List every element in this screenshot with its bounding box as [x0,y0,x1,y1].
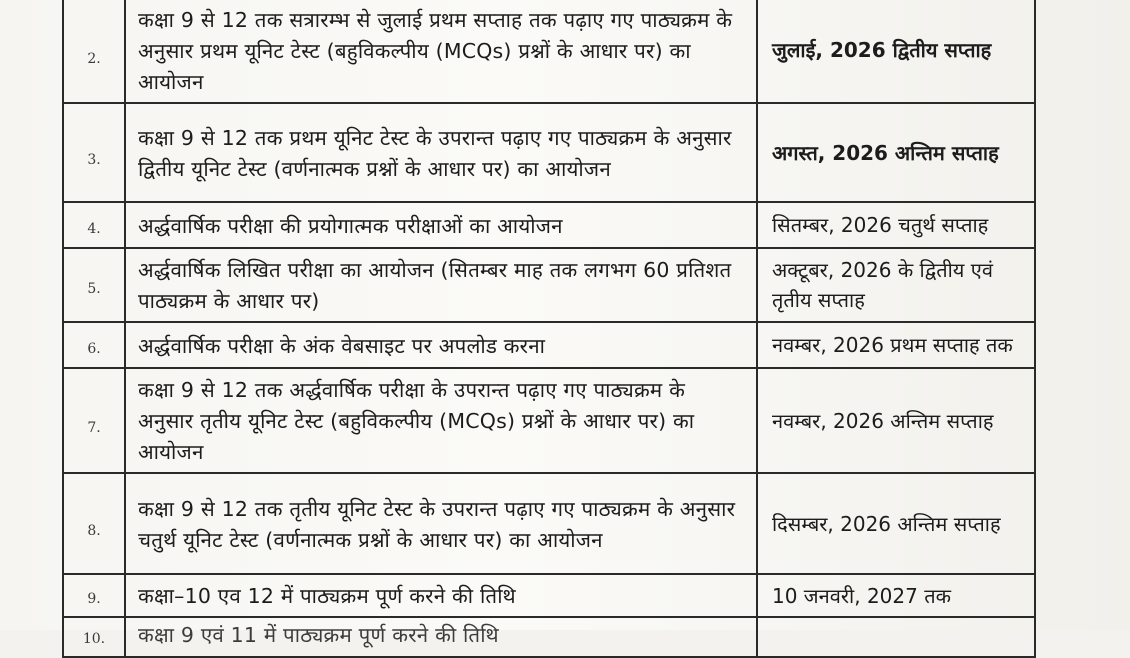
activity-cell: अर्द्धवार्षिक परीक्षा के अंक वेबसाइट पर अपलोड करना [125,322,757,368]
table-row [63,103,1035,202]
date-cell: नवम्बर, 2026 प्रथम सप्ताह तक [757,322,1035,368]
table-row [63,473,1035,574]
activity-cell: कक्षा 9 एवं 11 में पाठ्यक्रम पूर्ण करने की तिथि [125,617,757,657]
activity-cell: कक्षा–10 एव 12 में पाठ्यक्रम पूर्ण करने की तिथि [125,574,757,617]
date-cell: नवम्बर, 2026 अन्तिम सप्ताह [757,368,1035,473]
activity-cell: अर्द्धवार्षिक लिखित परीक्षा का आयोजन (सितम्बर माह तक लगभग 60 प्रतिशत पाठ्यक्रम के आधार पर) [125,248,757,322]
activity-cell: अर्द्धवार्षिक परीक्षा की प्रयोगात्मक परीक्षाओं का आयोजन [125,202,757,248]
row-number: 4. [63,202,125,248]
row-number: 6. [63,322,125,368]
row-number: 7. [63,368,125,473]
date-cell: दिसम्बर, 2026 अन्तिम सप्ताह [757,473,1035,574]
activity-cell: कक्षा 9 से 12 तक तृतीय यूनिट टेस्ट के उपरान्त पढ़ाए गए पाठ्यक्रम के अनुसार चतुर्थ यूनिट टेस्ट (वर्णनात्मक प्रश्नों के आधार पर) का आयोजन [125,473,757,574]
table-row [63,248,1035,322]
date-cell: जुलाई, 2026 द्वितीय सप्ताह [757,0,1035,103]
activity-cell: कक्षा 9 से 12 तक अर्द्धवार्षिक परीक्षा के उपरान्त पढ़ाए गए पाठ्यक्रम के अनुसार तृतीय यूनिट टेस्ट (बहुविकल्पीय (MCQs) प्रश्नों के आधार पर) का आयोजन [125,368,757,473]
row-number: 8. [63,473,125,574]
schedule-table [62,0,1036,658]
activity-cell: कक्षा 9 से 12 तक सत्रारम्भ से जुलाई प्रथम सप्ताह तक पढ़ाए गए पाठ्यक्रम के अनुसार प्रथम यूनिट टेस्ट (बहुविकल्पीय (MCQs) प्रश्नों के आधार पर) का आयोजन [125,0,757,103]
row-number: 5. [63,248,125,322]
table-row [63,322,1035,368]
row-number: 3. [63,103,125,202]
date-cell: अक्टूबर, 2026 के द्वितीय एवं तृतीय सप्ताह [757,248,1035,322]
date-cell [757,617,1035,657]
date-cell: सितम्बर, 2026 चतुर्थ सप्ताह [757,202,1035,248]
table-row [63,368,1035,473]
table-row [63,0,1035,103]
activity-cell: कक्षा 9 से 12 तक प्रथम यूनिट टेस्ट के उपरान्त पढ़ाए गए पाठ्यक्रम के अनुसार द्वितीय यूनिट टेस्ट (वर्णनात्मक प्रश्नों के आधार पर) का आयोजन [125,103,757,202]
row-number: 9. [63,574,125,617]
table-row [63,574,1035,617]
row-number: 10. [63,617,125,657]
date-cell: 10 जनवरी, 2027 तक [757,574,1035,617]
table-row [63,617,1035,657]
row-number: 2. [63,0,125,103]
table-row [63,202,1035,248]
date-cell: अगस्त, 2026 अन्तिम सप्ताह [757,103,1035,202]
